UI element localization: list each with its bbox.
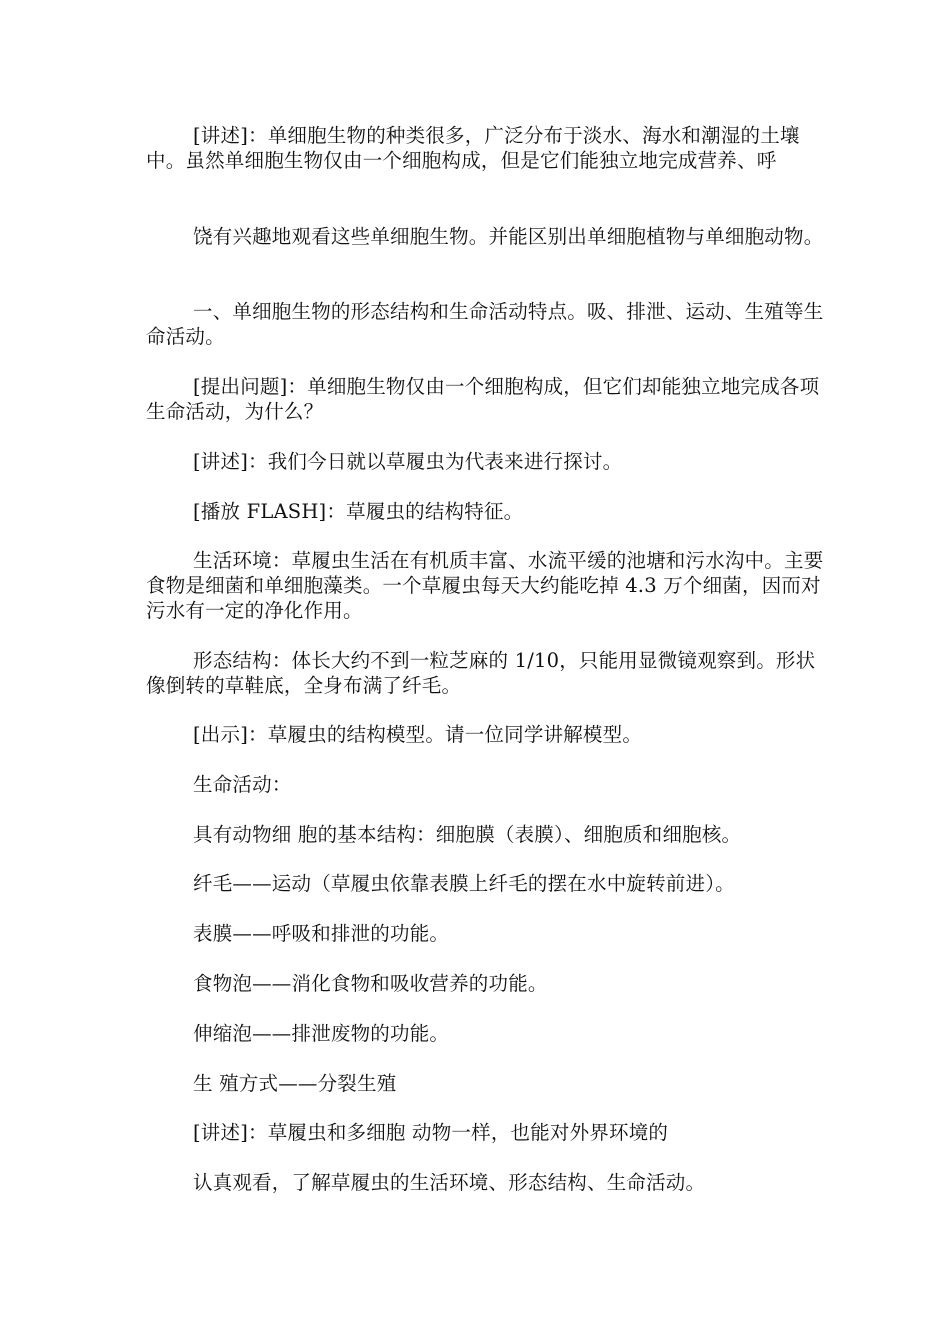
- paragraph-1: [讲述]：单细胞生物的种类很多，广泛分布于淡水、海水和潮湿的土壤中。虽然单细胞生物仅由一个细胞构成，但是它们能独立地完成营养、呼: [146, 124, 800, 172]
- paragraph-7: 生活环境：草履虫生活在有机质丰富、水流平缓的池塘和污水沟中。主要食物是细菌和单细胞藻类。一个草履虫每天大约能吃掉 4.3 万个细菌，因而对污水有一定的净化作用。: [146, 549, 824, 622]
- paragraph-6: [播放 FLASH]：草履虫的结构特征。: [193, 500, 524, 523]
- paragraph-16: 生 殖方式——分裂生殖: [193, 1072, 397, 1095]
- paragraph-14: 食物泡——消化食物和吸收营养的功能。: [193, 972, 548, 995]
- paragraph-4: [提出问题]：单细胞生物仅由一个细胞构成，但它们却能独立地完成各项生命活动，为什么？: [146, 375, 820, 423]
- paragraph-17: [讲述]：草履虫和多细胞 动物一样，也能对外界环境的: [193, 1121, 669, 1144]
- paragraph-11: 具有动物细 胞的基本结构：细胞膜（表膜）、细胞质和细胞核。: [193, 823, 742, 846]
- paragraph-15: 伸缩泡——排泄废物的功能。: [193, 1022, 450, 1045]
- paragraph-2: 饶有兴趣地观看这些单细胞生物。并能区别出单细胞植物与单细胞动物。: [193, 225, 824, 248]
- paragraph-10: 生命活动：: [193, 773, 292, 796]
- paragraph-12: 纤毛——运动（草履虫依靠表膜上纤毛的摆在水中旋转前进）。: [193, 872, 735, 895]
- paragraph-5: [讲述]：我们今日就以草履虫为代表来进行探讨。: [193, 450, 623, 473]
- paragraph-18: 认真观看，了解草履虫的生活环境、形态结构、生命活动。: [193, 1171, 706, 1194]
- paragraph-8: 形态结构：体长大约不到一粒芝麻的 1/10，只能用显微镜观察到。形状像倒转的草鞋底，全身布满了纤毛。: [146, 649, 816, 697]
- paragraph-13: 表膜——呼吸和排泄的功能。: [193, 922, 450, 945]
- paragraph-9: [出示]：草履虫的结构模型。请一位同学讲解模型。: [193, 723, 643, 746]
- paragraph-3: 一、单细胞生物的形态结构和生命活动特点。吸、排泄、运动、生殖等生命活动。: [146, 300, 824, 348]
